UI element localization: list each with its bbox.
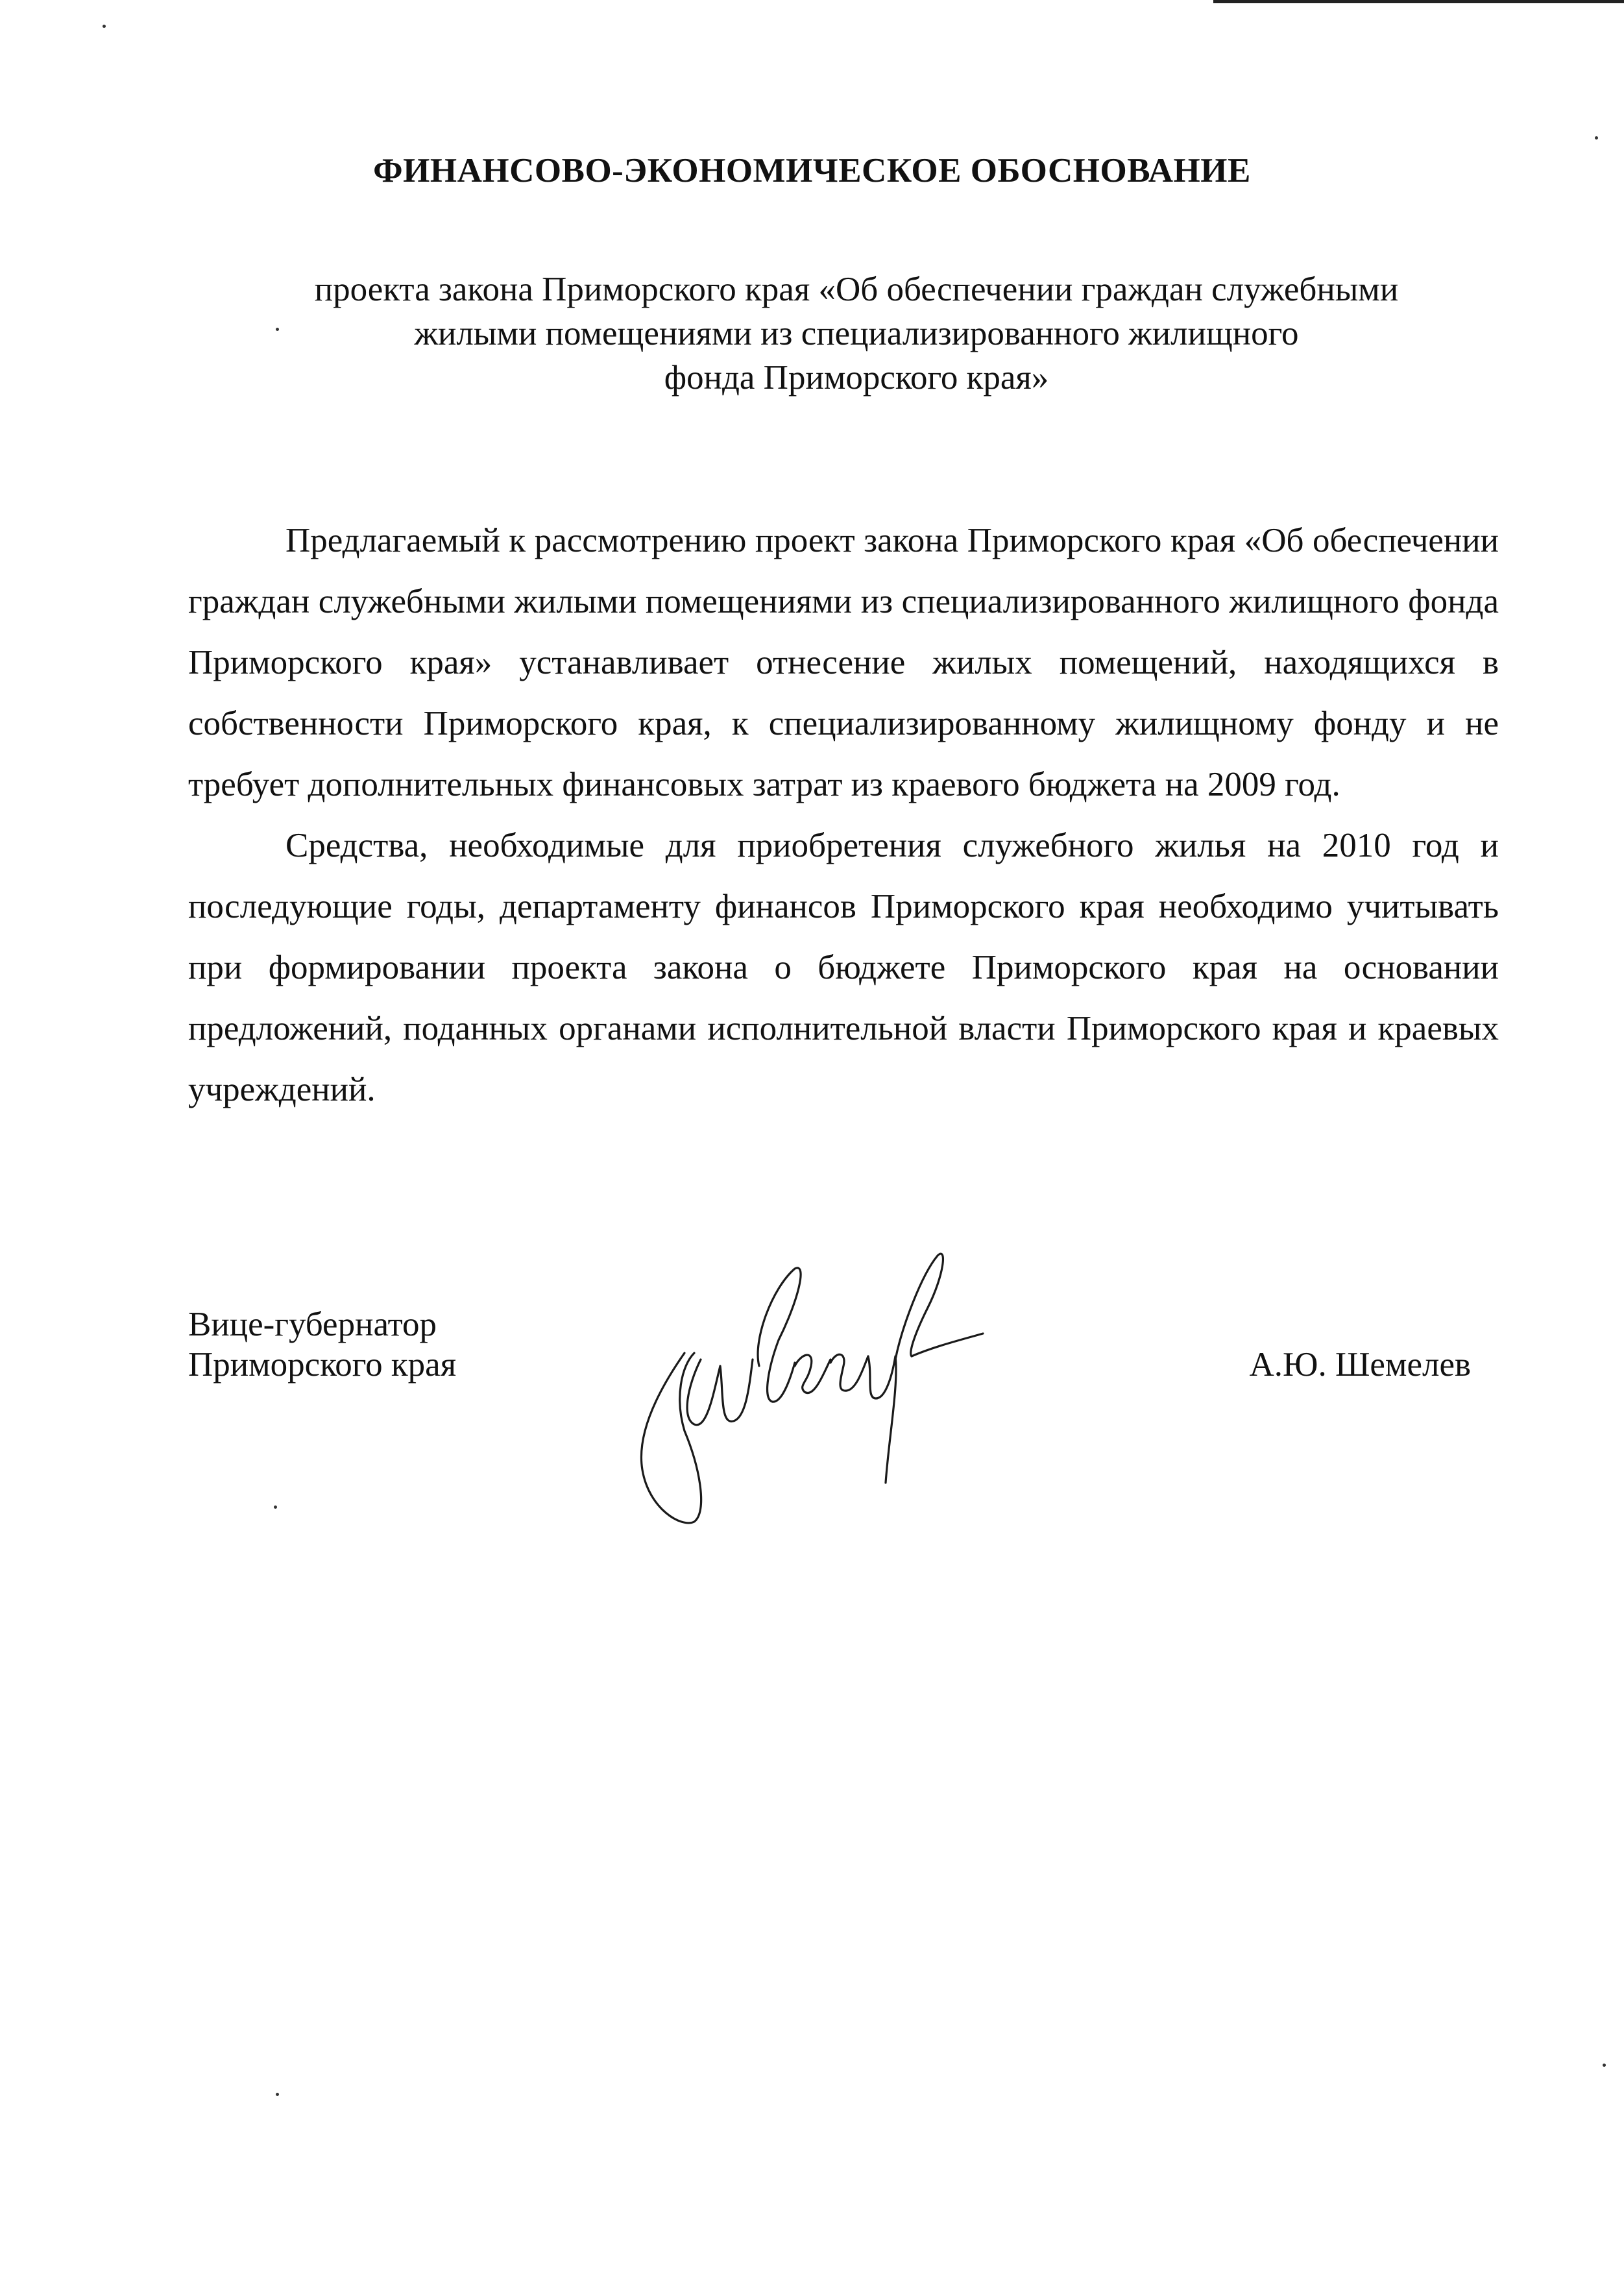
body-paragraph: Предлагаемый к рассмотрению проект закона Приморского края «Об обеспечении граждан служебными жилыми помещениями из специализированного жилищного фонда Приморского края» устанавливает отнесение жилых помещений, находящихся в собственности Приморского края, к специализированному жилищному фонду и не требует дополнительных финансовых затрат из краевого бюджета на 2009 год. (188, 522, 1499, 803)
top-edge-rule (1213, 0, 1624, 3)
signatory-position-line: Вице-губернатор (188, 1306, 437, 1343)
scan-speck (1595, 136, 1598, 140)
subtitle-line: жилыми помещениями из специализированного жилищного (414, 315, 1299, 352)
subtitle-line: фонда Приморского края» (664, 359, 1049, 396)
scan-speck (1603, 2064, 1606, 2067)
scan-speck (274, 1505, 277, 1509)
subtitle-line: проекта закона Приморского края «Об обеспечении граждан служебными (314, 271, 1399, 308)
document-body (188, 510, 1499, 1120)
signatory-name: А.Ю. Шемелев (1249, 1346, 1471, 1383)
body-paragraph: Средства, необходимые для приобретения служебного жилья на 2010 год и последующие годы, департаменту финансов Приморского края необходимо учитывать при формировании проекта закона о бюджете Приморского края на основании предложений, поданных органами исполнительной власти Приморского края и краевых учреждений. (188, 827, 1499, 1108)
document-title: ФИНАНСОВО-ЭКОНОМИЧЕСКОЕ ОБОСНОВАНИЕ (373, 152, 1251, 189)
scan-speck (103, 25, 106, 28)
handwritten-signature (623, 1236, 986, 1541)
signatory-position (188, 1304, 456, 1385)
document-subtitle (214, 267, 1499, 400)
scan-speck (276, 2093, 279, 2096)
signatory-position-line: Приморского края (188, 1346, 457, 1383)
